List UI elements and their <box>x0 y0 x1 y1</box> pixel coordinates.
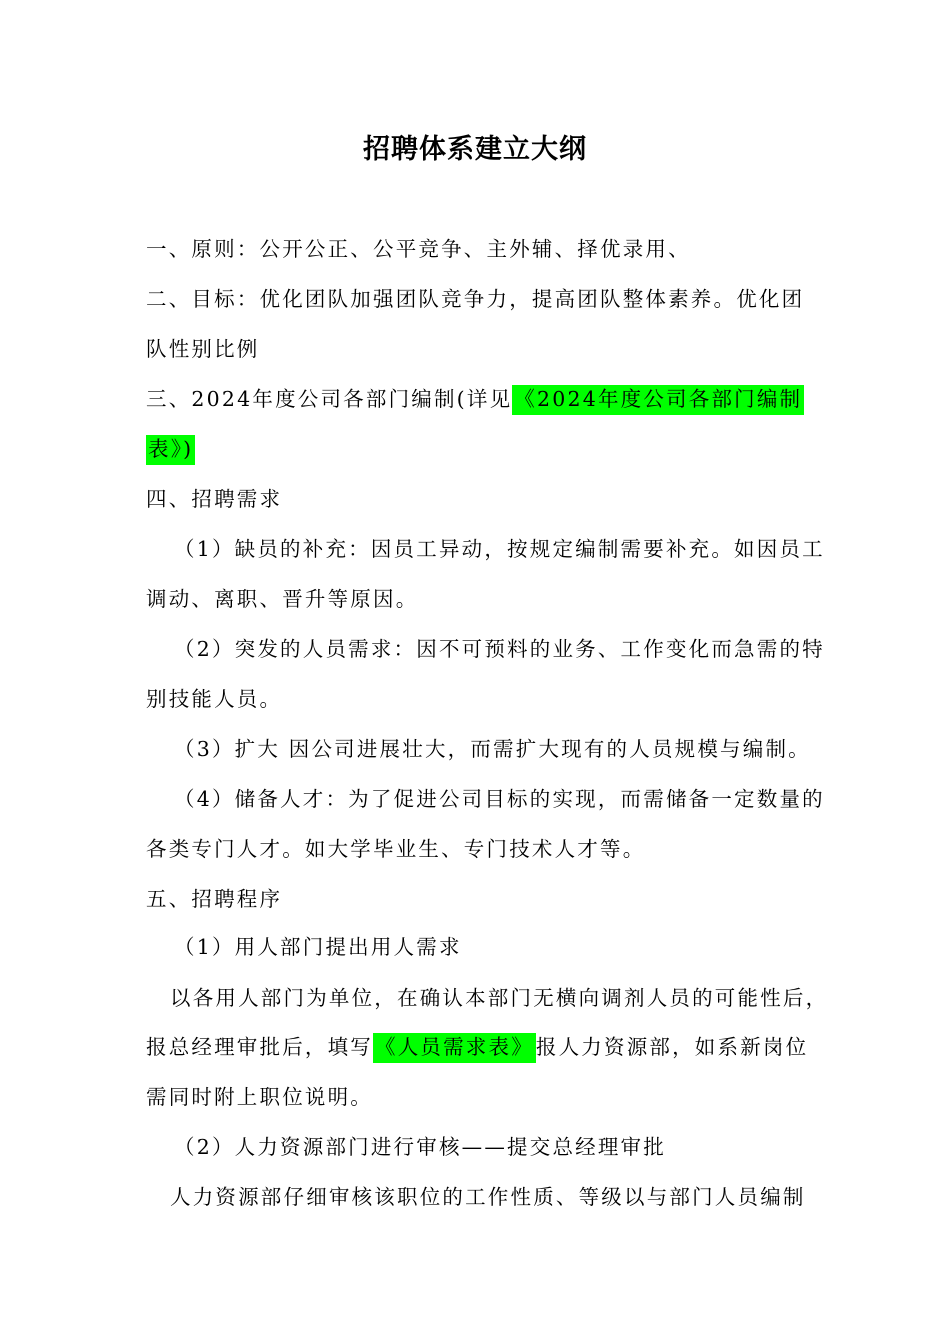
demand-item-3: （3）扩大 因公司进展壮大，而需扩大现有的人员规模与编制。 <box>174 737 811 761</box>
section-heading-demand: 四、招聘需求 <box>146 487 283 511</box>
demand-item-4: （4）储备人才：为了促进公司目标的实现，而需储备一定数量的 <box>174 787 825 811</box>
demand-item-4-cont: 各类专门人才。如大学毕业生、专门技术人才等。 <box>146 837 646 861</box>
procedure-step-2: （2）人力资源部门进行审核——提交总经理审批 <box>174 1135 666 1159</box>
procedure-step-1-text: 以各用人部门为单位，在确认本部门无横向调剂人员的可能性后， <box>170 986 829 1010</box>
demand-item-1: （1）缺员的补充：因员工异动，按规定编制需要补充。如因员工 <box>174 537 825 561</box>
demand-item-2: （2）突发的人员需求：因不可预料的业务、工作变化而急需的特 <box>174 637 825 661</box>
principle-line: 一、原则：公开公正、公平竞争、主外辅、择优录用、 <box>146 237 691 261</box>
goal-line: 二、目标：优化团队加强团队竞争力，提高团队整体素养。优化团 <box>146 287 805 311</box>
section-heading-procedure: 五、招聘程序 <box>146 887 283 911</box>
staffing-line <box>146 381 816 417</box>
procedure-step-1-text-cont <box>146 1029 816 1065</box>
demand-item-2-cont: 别技能人员。 <box>146 687 283 711</box>
procedure-step-2-text: 人力资源部仔细审核该职位的工作性质、等级以与部门人员编制 <box>170 1185 806 1209</box>
demand-item-1-cont: 调动、离职、晋升等原因。 <box>146 587 419 611</box>
highlighted-reference-demand-form: 《人员需求表》 <box>373 1033 536 1063</box>
highlighted-reference-staffing-table-cont: 表》) <box>146 435 195 465</box>
highlighted-reference-staffing-table: 《2024年度公司各部门编制 <box>512 385 804 415</box>
document-title: 招聘体系建立大纲 <box>363 134 587 165</box>
procedure-step-1-text-end: 需同时附上职位说明。 <box>146 1085 373 1109</box>
procedure-text-before-highlight: 报总经理审批后，填写 <box>146 1035 373 1059</box>
procedure-text-after-highlight: 报人力资源部，如系新岗位 <box>535 1035 809 1059</box>
staffing-text: 三、2024年度公司各部门编制(详见 <box>146 387 513 411</box>
staffing-line-cont <box>146 431 816 467</box>
goal-line-cont: 队性别比例 <box>146 337 260 361</box>
procedure-step-1: （1）用人部门提出用人需求 <box>174 935 462 959</box>
